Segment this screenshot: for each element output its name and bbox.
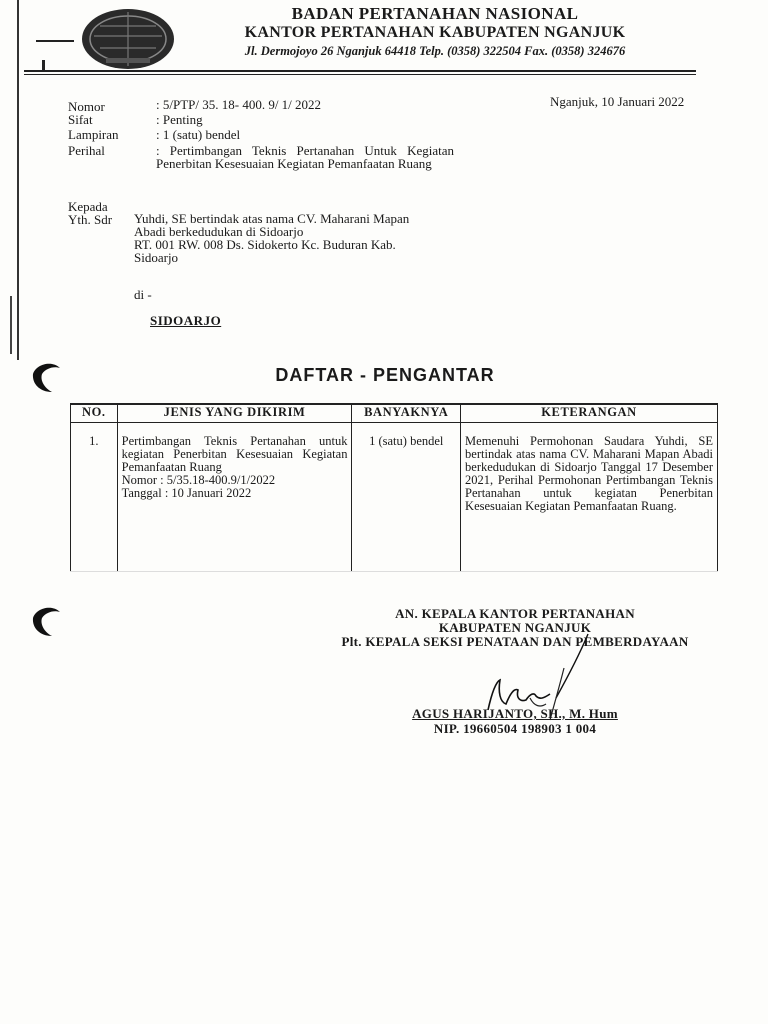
header-item: JENIS YANG DIKIRIM — [117, 404, 352, 423]
scan-edge-line — [17, 0, 19, 360]
signatory-title: Plt. KEPALA SEKSI PENATAAN DAN PEMBERDAYAAN — [341, 634, 689, 649]
recipient-line: Sidoarjo — [134, 250, 179, 265]
scan-mark — [42, 60, 45, 70]
sifat-label: Sifat — [68, 112, 93, 127]
item-date: Tanggal : 10 Januari 2022 — [121, 486, 252, 500]
letter-date: Nganjuk, 10 Januari 2022 — [550, 94, 685, 109]
nomor-value: : 5/PTP/ 35. 18- 400. 9/ 1/ 2022 — [156, 97, 322, 112]
recipient-line: Abadi berkedudukan di Sidoarjo — [134, 224, 304, 239]
nomor-label: Nomor — [68, 99, 105, 114]
signatory-line: AN. KEPALA KANTOR PERTANAHAN — [395, 606, 635, 621]
punch-hole-mark — [30, 602, 64, 638]
letterhead-rule — [24, 74, 696, 75]
recipient-address — [134, 212, 456, 264]
agency-name: BADAN PERTANAHAN NASIONAL — [291, 4, 579, 23]
letterhead-rule — [24, 70, 696, 72]
row-quantity: 1 (satu) bendel — [352, 423, 461, 572]
perihal-value: : Pertimbangan Teknis Pertanahan Untuk Kegiatan Penerbitan Kesesuaian Kegiatan Pemanfaatan Ruang — [156, 143, 454, 171]
yth-label: Yth. Sdr — [68, 212, 113, 227]
recipient-line: RT. 001 RW. 008 Ds. Sidokerto Kc. Buduran Kab. — [134, 237, 396, 252]
di-label: di - — [134, 287, 152, 302]
office-name: KANTOR PERTANAHAN KABUPATEN NGANJUK — [244, 24, 626, 41]
perihal-label: Perihal — [68, 143, 105, 158]
lampiran-label: Lampiran — [68, 127, 119, 142]
kepada-label: Kepada — [68, 199, 108, 214]
remarks-text: Memenuhi Permohonan Saudara Yuhdi, SE bertindak atas nama CV. Maharani Mapan Abadi berkedudukan di Sidoarjo Tanggal 17 Desember 2021, Perihal Permohonan Pertimbangan Teknis Pertanahan untuk kegiatan Penerbitan Kesesuaian Kegiatan Pemanfaatan Ruang. — [465, 434, 713, 513]
header-no: NO. — [71, 404, 118, 423]
table-row — [71, 423, 718, 572]
list-title: DAFTAR - PENGANTAR — [275, 365, 495, 385]
signatory-name: AGUS HARIJANTO, SH., M. Hum — [412, 706, 618, 721]
punch-hole-mark — [30, 358, 64, 394]
row-item — [117, 423, 352, 572]
item-number: Nomor : 5/35.18-400.9/1/2022 — [121, 473, 276, 487]
agency-logo — [76, 6, 176, 72]
recipient-line: Yuhdi, SE bertindak atas nama CV. Maharani Mapan — [134, 211, 410, 226]
header-quantity: BANYAKNYA — [352, 404, 461, 423]
lampiran-value: : 1 (satu) bendel — [156, 127, 241, 142]
scan-edge-line — [10, 296, 12, 354]
signatory-nip: NIP. 19660504 198903 1 004 — [433, 721, 597, 736]
scan-mark — [36, 40, 74, 42]
signatory-line: KABUPATEN NGANJUK — [438, 620, 592, 635]
item-description: Pertimbangan Teknis Pertanahan untuk kegiatan Penerbitan Kesesuaian Kegiatan Pemanfaatan Ruang — [121, 434, 348, 474]
recipient-city: SIDOARJO — [150, 313, 222, 328]
dispatch-table — [70, 403, 718, 572]
office-address: Jl. Dermojoyo 26 Nganjuk 64418 Telp. (0358) 322504 Fax. (0358) 324676 — [244, 44, 626, 58]
table-header-row — [71, 404, 718, 423]
row-no: 1. — [71, 423, 118, 572]
row-remarks — [461, 423, 718, 572]
header-remarks: KETERANGAN — [461, 404, 718, 423]
sifat-value: : Penting — [156, 112, 203, 127]
